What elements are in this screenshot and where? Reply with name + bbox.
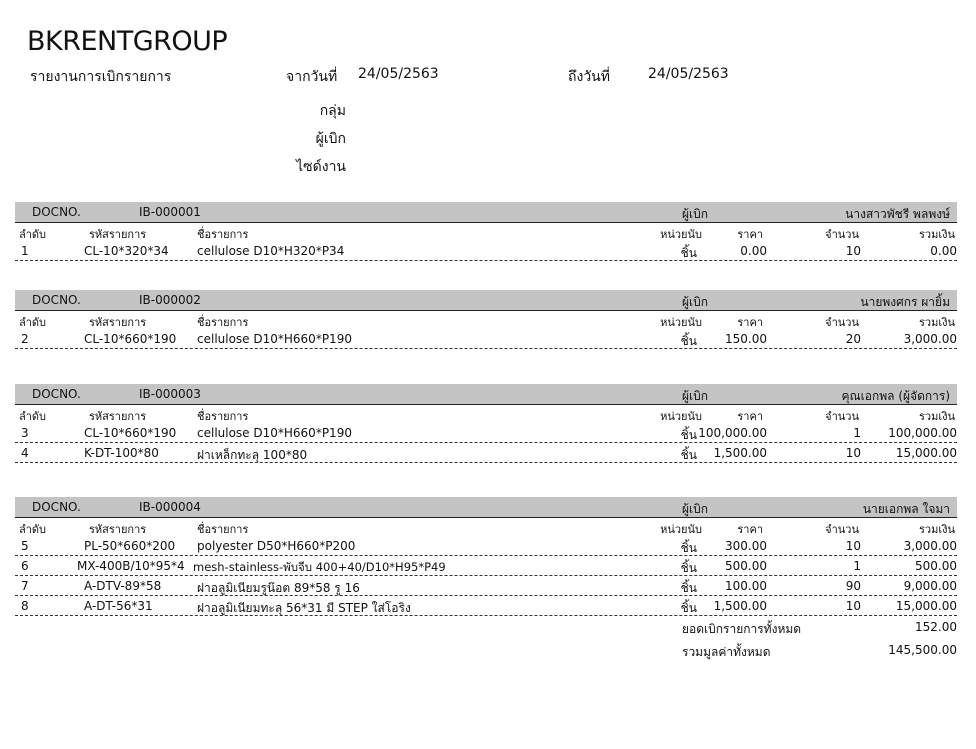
item-total: 0.00 [930, 244, 957, 258]
document-block [15, 290, 957, 349]
item-seq: 6 [21, 559, 29, 573]
item-code: A-DTV-89*58 [84, 579, 162, 593]
table-row [15, 329, 957, 349]
item-price: 0.00 [740, 244, 767, 258]
document-header [15, 202, 957, 222]
col-price: ราคา [737, 523, 763, 536]
table-row [15, 423, 957, 443]
from-date-value: 24/05/2563 [358, 66, 439, 82]
document-block [15, 497, 957, 616]
col-name: ชื่อรายการ [197, 316, 249, 329]
item-code: PL-50*660*200 [84, 539, 176, 553]
col-code: รหัสรายการ [89, 316, 147, 329]
to-date-value: 24/05/2563 [648, 66, 729, 82]
col-code: รหัสรายการ [89, 228, 147, 241]
col-code: รหัสรายการ [89, 523, 147, 536]
table-row [15, 536, 957, 556]
requester-filter-label: ผู้เบิก [315, 131, 346, 147]
item-unit: ชิ้น [680, 428, 697, 442]
item-price: 1,500.00 [713, 446, 767, 460]
item-unit: ชิ้น [680, 246, 697, 260]
col-code: รหัสรายการ [89, 410, 147, 423]
table-row [15, 241, 957, 261]
column-headers [15, 222, 957, 241]
item-qty: 20 [845, 332, 861, 346]
requester-value: นายเอกพล ใจมา [862, 502, 950, 516]
item-price: 300.00 [725, 539, 767, 553]
docno-label: DOCNO. [32, 500, 81, 514]
item-seq: 5 [21, 539, 29, 553]
item-code: CL-10*660*190 [84, 426, 177, 440]
item-qty: 10 [845, 599, 861, 613]
item-seq: 7 [21, 579, 29, 593]
item-total: 100,000.00 [888, 426, 957, 440]
item-name: cellulose D10*H660*P190 [197, 332, 352, 346]
item-price: 100,000.00 [698, 426, 767, 440]
col-qty: จำนวน [825, 316, 859, 329]
item-name: ฝาอลูมิเนียมรูน๊อต 89*58 รู 16 [197, 581, 360, 595]
item-qty: 10 [845, 446, 861, 460]
requester-value: คุณเอกพล (ผู้จัดการ) [841, 389, 950, 403]
item-seq: 8 [21, 599, 29, 613]
table-row [15, 596, 957, 616]
col-unit: หน่วยนับ [660, 410, 702, 423]
item-name: mesh-stainless-พับจีบ 400+40/D10*H95*P49 [193, 560, 446, 574]
table-row [15, 443, 957, 463]
group-label: กลุ่ม [319, 103, 346, 119]
column-headers [15, 517, 957, 536]
docno-label: DOCNO. [32, 387, 81, 401]
document-block [15, 384, 957, 463]
col-unit: หน่วยนับ [660, 523, 702, 536]
total-count-label: ยอดเบิกรายการทั้งหมด [682, 622, 802, 636]
item-code: K-DT-100*80 [84, 446, 159, 460]
item-code: CL-10*320*34 [84, 244, 169, 258]
document-header [15, 290, 957, 310]
document-header [15, 497, 957, 517]
col-qty: จำนวน [825, 410, 859, 423]
table-row [15, 556, 957, 576]
docno-label: DOCNO. [32, 205, 81, 219]
document-block [15, 202, 957, 261]
document-header [15, 384, 957, 404]
item-qty: 1 [853, 426, 861, 440]
col-seq: ลำดับ [19, 228, 47, 241]
item-total: 3,000.00 [903, 332, 957, 346]
item-price: 150.00 [725, 332, 767, 346]
item-total: 3,000.00 [903, 539, 957, 553]
col-price: ราคา [737, 316, 763, 329]
item-code: CL-10*660*190 [84, 332, 177, 346]
col-qty: จำนวน [825, 523, 859, 536]
item-unit: ชิ้น [680, 334, 697, 348]
col-total: รวมเงิน [919, 410, 955, 423]
column-headers [15, 404, 957, 423]
col-price: ราคา [737, 228, 763, 241]
from-date-label: จากวันที่ [286, 69, 338, 85]
item-qty: 10 [845, 244, 861, 258]
col-unit: หน่วยนับ [660, 316, 702, 329]
total-value-label: รวมมูลค่าทั้งหมด [682, 645, 771, 659]
requester-label: ผู้เบิก [682, 502, 709, 516]
item-unit: ชิ้น [680, 448, 697, 462]
item-price: 500.00 [725, 559, 767, 573]
to-date-label: ถึงวันที่ [568, 69, 610, 85]
item-qty: 1 [853, 559, 861, 573]
site-label: ไซด์งาน [296, 159, 346, 175]
item-price: 1,500.00 [713, 599, 767, 613]
column-headers [15, 310, 957, 329]
item-total: 15,000.00 [895, 446, 957, 460]
item-code: A-DT-56*31 [84, 599, 153, 613]
col-total: รวมเงิน [919, 523, 955, 536]
col-seq: ลำดับ [19, 523, 47, 536]
col-seq: ลำดับ [19, 316, 47, 329]
item-price: 100.00 [725, 579, 767, 593]
item-name: polyester D50*H660*P200 [197, 539, 356, 553]
item-unit: ชิ้น [680, 561, 697, 575]
docno-value: IB-000001 [139, 205, 201, 219]
item-seq: 3 [21, 426, 29, 440]
requester-label: ผู้เบิก [682, 295, 709, 309]
total-value-value: 145,500.00 [888, 643, 957, 657]
docno-value: IB-000003 [139, 387, 201, 401]
item-name: cellulose D10*H660*P190 [197, 426, 352, 440]
item-qty: 90 [845, 579, 861, 593]
item-code: MX-400B/10*95*4 [77, 559, 185, 573]
col-qty: จำนวน [825, 228, 859, 241]
item-unit: ชิ้น [680, 601, 697, 615]
col-unit: หน่วยนับ [660, 228, 702, 241]
col-total: รวมเงิน [919, 316, 955, 329]
item-total: 15,000.00 [895, 599, 957, 613]
report-title: รายงานการเบิกรายการ [30, 69, 172, 85]
col-total: รวมเงิน [919, 228, 955, 241]
item-seq: 2 [21, 332, 29, 346]
col-name: ชื่อรายการ [197, 410, 249, 423]
table-row [15, 576, 957, 596]
item-name: ฝาเหล็กทะลุ 100*80 [197, 448, 308, 462]
item-total: 500.00 [915, 559, 957, 573]
docno-value: IB-000002 [139, 293, 201, 307]
requester-value: นางสาวพัชรี พลพงษ์ [845, 207, 950, 221]
company-name: BKRENTGROUP [27, 26, 228, 57]
requester-label: ผู้เบิก [682, 389, 709, 403]
col-name: ชื่อรายการ [197, 228, 249, 241]
col-seq: ลำดับ [19, 410, 47, 423]
total-count-value: 152.00 [915, 620, 957, 634]
item-seq: 4 [21, 446, 29, 460]
docno-label: DOCNO. [32, 293, 81, 307]
item-qty: 10 [845, 539, 861, 553]
item-name: ฝาอลูมิเนียมทะลุ 56*31 มี STEP ใส่โอริง [197, 601, 411, 615]
col-name: ชื่อรายการ [197, 523, 249, 536]
docno-value: IB-000004 [139, 500, 201, 514]
item-unit: ชิ้น [680, 541, 697, 555]
item-total: 9,000.00 [903, 579, 957, 593]
requester-label: ผู้เบิก [682, 207, 709, 221]
item-unit: ชิ้น [680, 581, 697, 595]
item-name: cellulose D10*H320*P34 [197, 244, 345, 258]
requester-value: นายพงศกร ผายิ้ม [860, 295, 950, 309]
col-price: ราคา [737, 410, 763, 423]
item-seq: 1 [21, 244, 29, 258]
